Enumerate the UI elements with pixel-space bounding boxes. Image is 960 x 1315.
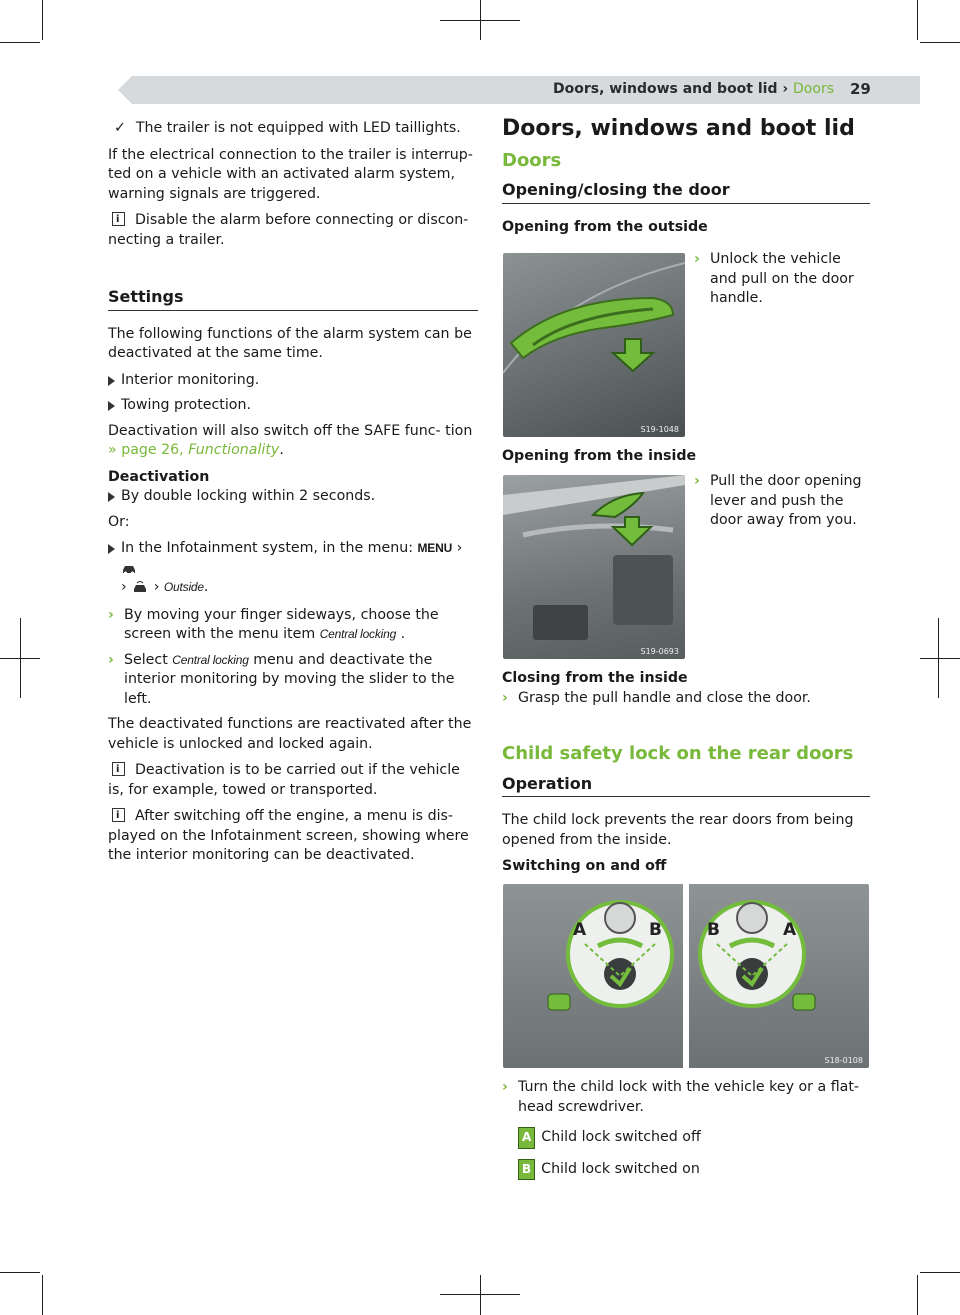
- paragraph: If the electrical connection to the trailer is interrup- ted on a vehicle with an activated alarm system, warning signals are triggered.: [108, 146, 473, 202]
- car-icon: [121, 563, 137, 575]
- crop-mark: [42, 0, 43, 40]
- step-text-part: Select: [124, 651, 168, 668]
- note-text: Deactivation is to be carried out if the vehicle is, for example, towed or transported.: [108, 762, 460, 798]
- right-column: [502, 116, 870, 237]
- menu-intro: In the Infotainment system, in the menu:: [121, 540, 413, 556]
- bullet-icon: [108, 544, 115, 554]
- breadcrumb: [553, 81, 834, 97]
- step-row: [694, 250, 872, 309]
- step-text: Grasp the pull handle and close the door.: [518, 689, 811, 706]
- page-link[interactable]: [108, 442, 279, 458]
- chapter-heading: Doors: [502, 149, 562, 171]
- crop-mark: [917, 0, 918, 40]
- step: [694, 472, 872, 537]
- crop-mark: [440, 20, 520, 21]
- step: [502, 1078, 870, 1117]
- punctuation: .: [203, 579, 209, 595]
- child-lock-instructions: [502, 1078, 870, 1187]
- step: [502, 689, 870, 709]
- figure-label: B: [707, 920, 720, 940]
- menu-item: Central locking: [319, 627, 397, 641]
- subheading: Deactivation: [108, 468, 210, 485]
- legend-tag: B: [518, 1159, 535, 1181]
- step-text-part: By moving your finger sideways, choose the screen with the menu item: [124, 606, 439, 642]
- paragraph: [108, 422, 478, 461]
- arrow-down-icon: [613, 517, 651, 545]
- chevron-right-icon: ›: [502, 689, 508, 706]
- paragraph: Or:: [108, 513, 130, 530]
- legend-tag: A: [518, 1127, 535, 1149]
- paragraph-text: Deactivation will also switch off the SAFE func- tion: [108, 422, 473, 439]
- right-column-lower: [502, 669, 870, 877]
- section-heading: Opening/closing the door: [502, 180, 870, 204]
- subheading: Opening from the inside: [502, 448, 697, 464]
- paragraph: The following functions of the alarm system can be deactivated at the same time.: [108, 325, 472, 361]
- list-item: [108, 539, 478, 598]
- crop-mark: [917, 1275, 918, 1315]
- condition-text: The trailer is not equipped with LED taillights.: [135, 120, 461, 136]
- note: [108, 761, 478, 800]
- menu-separator: ›: [153, 579, 160, 595]
- step-text: Pull the door opening lever and push the door away from you.: [710, 473, 862, 528]
- step: [694, 250, 872, 315]
- bullet-icon: [108, 401, 115, 411]
- punctuation: .: [400, 626, 406, 642]
- link-title: Functionality: [188, 442, 280, 458]
- info-icon: [112, 808, 125, 822]
- menu-separator: ›: [121, 579, 127, 595]
- arrow-down-icon: [613, 339, 653, 371]
- chevron-right-icon: ›: [694, 251, 700, 267]
- list-item: [108, 396, 478, 416]
- paragraph: The child lock prevents the rear doors from being opened from the inside.: [502, 812, 854, 848]
- note-text: After switching off the engine, a menu is dis- played on the Infotainment screen, showing where the interior monitoring can be deactivated.: [108, 808, 469, 863]
- figure-label: A: [573, 920, 587, 940]
- step-text: [124, 651, 478, 710]
- page-title: Doors, windows and boot lid: [502, 116, 855, 141]
- breadcrumb-section: Doors, windows and boot lid: [552, 81, 778, 97]
- info-icon: [112, 762, 125, 776]
- menu-path: [121, 539, 478, 598]
- crop-mark: [0, 42, 40, 43]
- door-handle-outside-figure: [503, 253, 685, 437]
- left-column: [108, 119, 478, 873]
- crop-mark: [920, 1272, 960, 1273]
- door-lever-inside-figure: [503, 475, 685, 659]
- list-item: [108, 487, 478, 507]
- step-text: Turn the child lock with the vehicle key or a flat- head screwdriver.: [518, 1079, 860, 1115]
- subheading: Switching on and off: [502, 858, 667, 874]
- chevron-right-icon: ›: [108, 651, 114, 668]
- menu-item: Central locking: [172, 652, 249, 667]
- bullet-icon: [108, 376, 115, 386]
- step-row: [694, 472, 872, 531]
- chevron-right-icon: ›: [694, 473, 700, 489]
- child-lock-illustration: [503, 884, 869, 1068]
- checkmark-icon: ✓: [114, 120, 126, 136]
- bullet-icon: [108, 492, 115, 502]
- note: [108, 211, 478, 250]
- chapter-heading: Child safety lock on the rear doors: [502, 743, 854, 764]
- menu-separator: ›: [456, 540, 463, 556]
- legend-text: Child lock switched on: [541, 1160, 700, 1177]
- link-prefix: » page 26,: [108, 442, 184, 458]
- crop-mark: [920, 658, 960, 659]
- crop-mark: [0, 658, 40, 659]
- legend-item: [518, 1127, 870, 1149]
- step: [108, 606, 478, 645]
- child-lock-figure: [503, 884, 869, 1068]
- legend-text: Child lock switched off: [541, 1129, 701, 1145]
- door-lever-illustration: [503, 475, 685, 659]
- figure-label: B: [649, 920, 662, 940]
- crop-mark: [42, 1275, 43, 1315]
- section-heading: Settings: [108, 287, 478, 311]
- door-handle-illustration: [503, 253, 685, 437]
- subheading: Opening from the outside: [502, 218, 708, 235]
- menu-item-outside: Outside: [163, 580, 204, 594]
- page-number: 29: [850, 80, 871, 98]
- crop-mark: [480, 1275, 481, 1315]
- car-alarm-icon: [131, 581, 149, 594]
- step-text-part: menu and deactivate the interior monitoring by moving the slider to the left.: [124, 651, 455, 707]
- subheading: Closing from the inside: [502, 670, 688, 686]
- list-item: [108, 371, 478, 391]
- chevron-right-icon: ›: [108, 606, 114, 623]
- figure-label: A: [783, 920, 797, 940]
- figure-code: S19-1048: [640, 425, 679, 434]
- punctuation: .: [279, 442, 284, 458]
- figure-code: S19-0693: [640, 647, 679, 656]
- breadcrumb-separator: ›: [782, 81, 789, 97]
- legend: [502, 1127, 870, 1180]
- legend-item: [518, 1159, 870, 1181]
- note: [108, 807, 478, 866]
- menu-key: MENU: [417, 541, 453, 555]
- figure-code: S18-0108: [824, 1056, 863, 1065]
- crop-mark: [0, 1272, 40, 1273]
- list-item-text: Interior monitoring.: [121, 371, 260, 388]
- note-text: Disable the alarm before connecting or discon- necting a trailer.: [108, 212, 469, 248]
- breadcrumb-subsection: Doors: [793, 81, 834, 97]
- section-heading: Operation: [502, 774, 870, 798]
- crop-mark: [920, 42, 960, 43]
- condition-item: [108, 119, 478, 139]
- list-item-text: By double locking within 2 seconds.: [121, 488, 376, 504]
- step-text: Unlock the vehicle and pull on the door handle.: [710, 251, 854, 306]
- step: [108, 651, 478, 710]
- paragraph: The deactivated functions are reactivated after the vehicle is unlocked and locked again.: [108, 716, 472, 752]
- step-text: [124, 606, 478, 645]
- chevron-right-icon: ›: [502, 1079, 508, 1095]
- list-item-text: Towing protection.: [121, 397, 251, 413]
- info-icon: [112, 212, 125, 226]
- crop-mark: [440, 1294, 520, 1295]
